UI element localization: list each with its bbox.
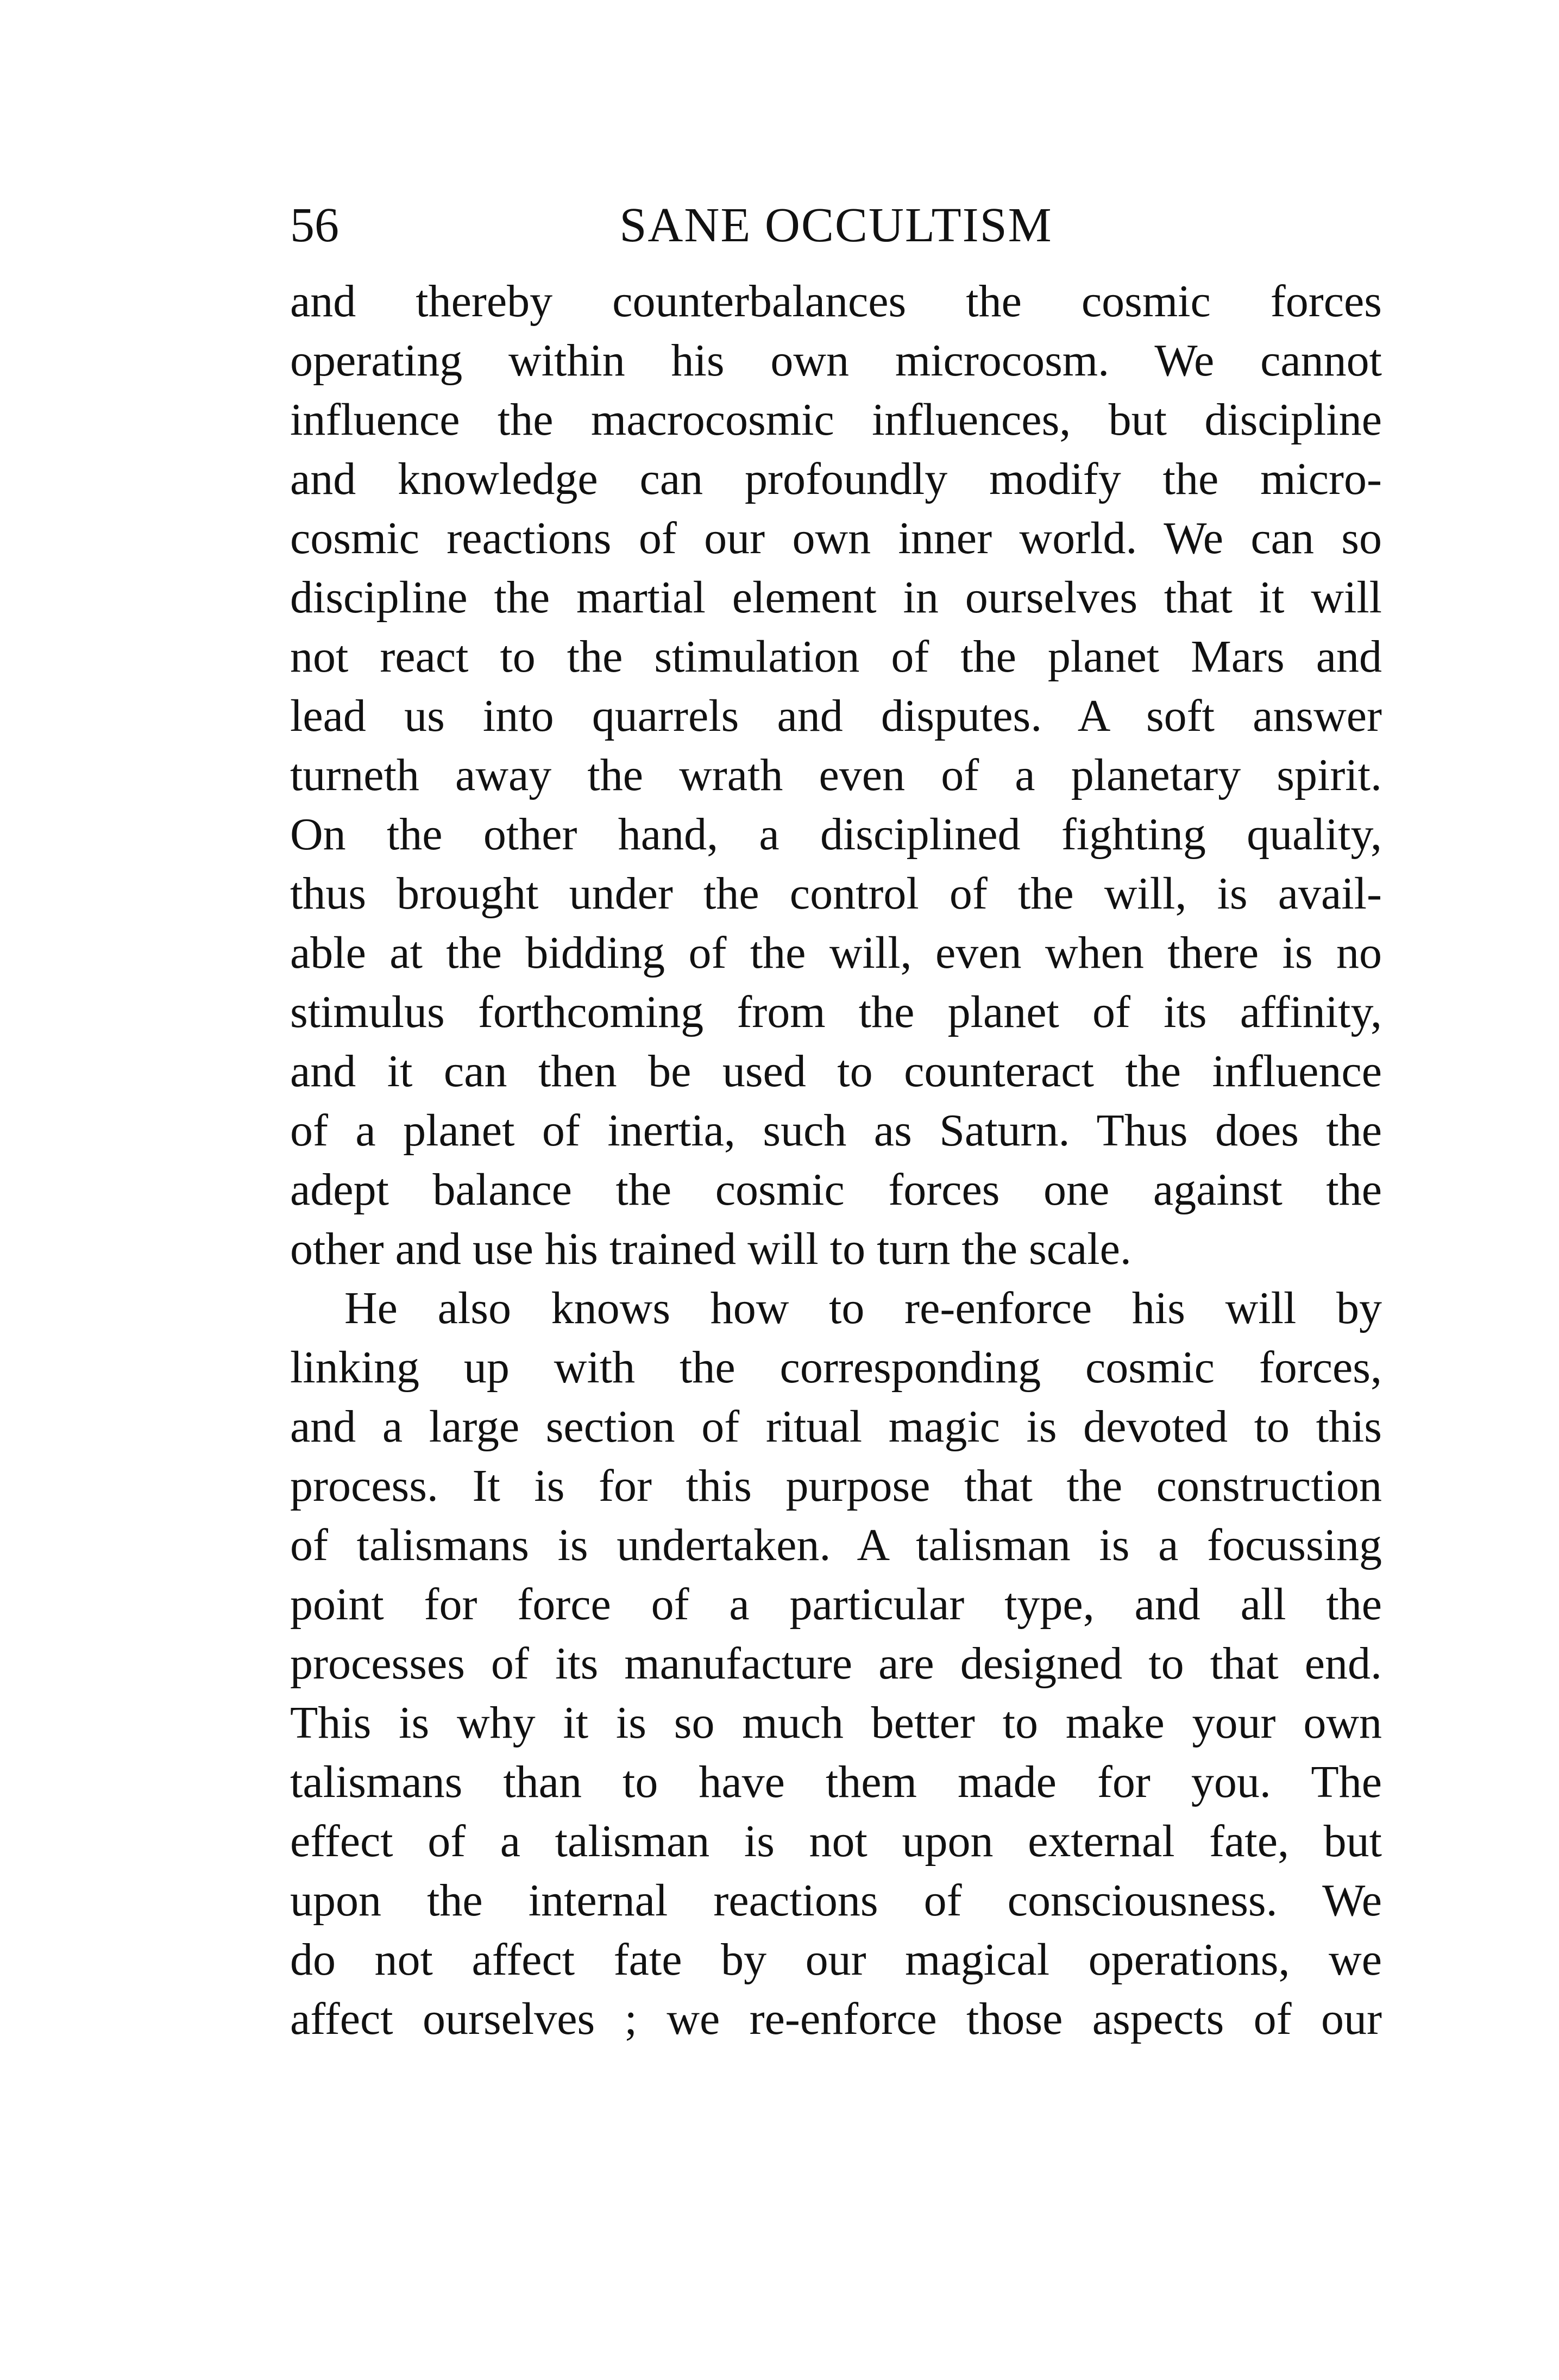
page-number: 56	[290, 198, 339, 252]
body-text	[290, 272, 1382, 2049]
text-line: point for force of a particular type, and all the	[290, 1579, 1382, 1630]
text-line: upon the internal reactions of consciousness. We	[290, 1875, 1382, 1926]
text-line: This is why it is so much better to make your own	[290, 1698, 1382, 1748]
text-line: effect of a talisman is not upon external fate, but	[290, 1816, 1382, 1867]
text-line: and it can then be used to counteract the influence	[290, 1046, 1382, 1097]
text-line: of a planet of inertia, such as Saturn. Thus does the	[290, 1105, 1382, 1156]
text-line: talismans than to have them made for you. The	[290, 1757, 1382, 1807]
text-line: On the other hand, a disciplined fighting quality,	[290, 809, 1382, 860]
text-line: and a large section of ritual magic is devoted to this	[290, 1401, 1382, 1452]
text-line: and knowledge can profoundly modify the micro-	[290, 454, 1382, 504]
text-line: He also knows how to re-enforce his will by	[344, 1283, 1382, 1333]
text-line: adept balance the cosmic forces one against the	[290, 1164, 1382, 1215]
text-line: processes of its manufacture are designed to that end.	[290, 1638, 1382, 1689]
text-line: do not affect fate by our magical operations, we	[290, 1934, 1382, 1985]
running-title: SANE OCCULTISM	[619, 198, 1053, 252]
text-line: influence the macrocosmic influences, but discipline	[290, 394, 1382, 445]
text-line: other and use his trained will to turn the scale.	[290, 1224, 1131, 1274]
text-line: cosmic reactions of our own inner world. We can so	[290, 513, 1382, 563]
text-line: and thereby counterbalances the cosmic forces	[290, 276, 1382, 327]
running-head	[290, 196, 1382, 255]
text-line: process. It is for this purpose that the construction	[290, 1461, 1382, 1511]
text-line: lead us into quarrels and disputes. A soft answer	[290, 691, 1382, 741]
text-line: affect ourselves ; we re-enforce those aspects of our	[290, 1994, 1382, 2044]
text-line: operating within his own microcosm. We cannot	[290, 335, 1382, 386]
text-line: able at the bidding of the will, even when there is no	[290, 928, 1382, 978]
text-line: turneth away the wrath even of a planetary spirit.	[290, 750, 1382, 800]
text-line: discipline the martial element in ourselves that it will	[290, 572, 1382, 623]
text-line: thus brought under the control of the will, is avail-	[290, 868, 1382, 919]
text-line: of talismans is undertaken. A talisman is a focussing	[290, 1520, 1382, 1570]
text-line: not react to the stimulation of the planet Mars and	[290, 631, 1382, 682]
text-line: linking up with the corresponding cosmic forces,	[290, 1342, 1382, 1393]
text-line: stimulus forthcoming from the planet of its affinity,	[290, 987, 1382, 1037]
